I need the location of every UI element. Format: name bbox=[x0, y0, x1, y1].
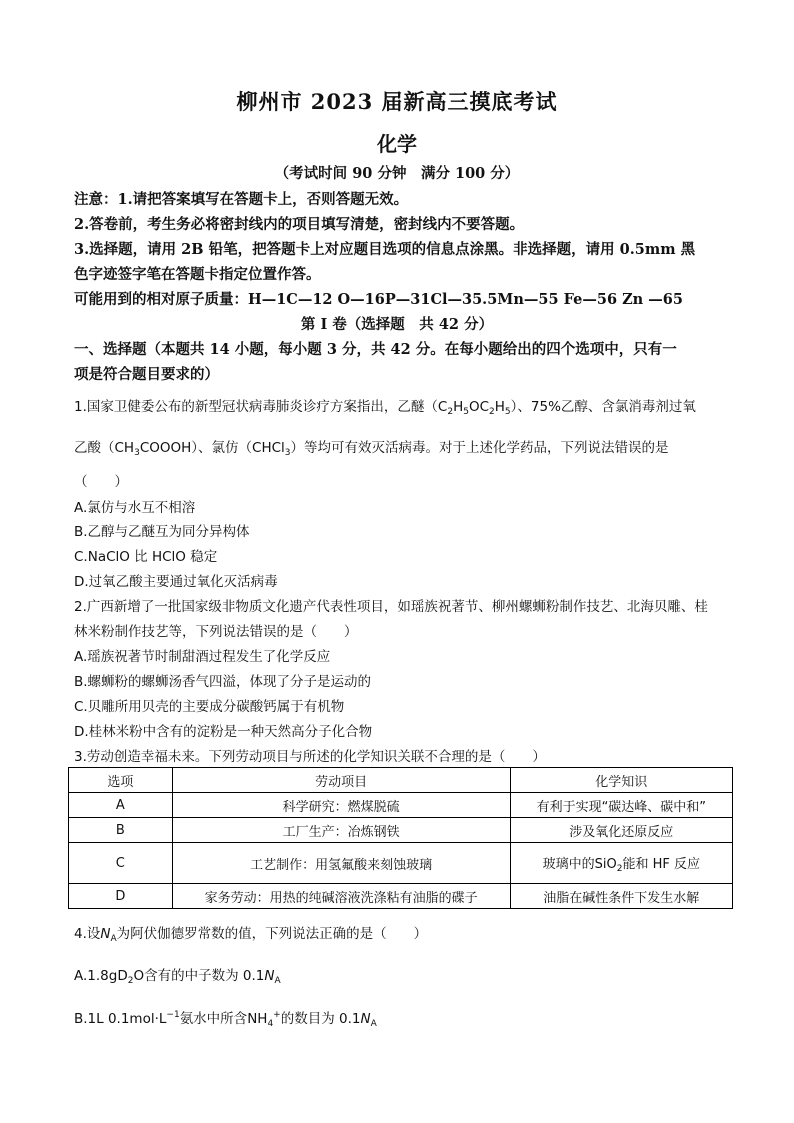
q4-option-a bbox=[74, 964, 281, 986]
table-row bbox=[69, 818, 733, 843]
q3-stem: 3.劳动创造幸福未来。下列劳动项目与所述的化学知识关联不合理的是（ ） bbox=[74, 749, 546, 765]
peracetic-acid-formula: $CH_3COOOH$ bbox=[114, 440, 192, 458]
section-heading-line-1: 一、选择题（本题共 14 小题，每小题 3 分，共 42 分。在每小题给出的四个选项中，只有一 bbox=[74, 341, 677, 358]
q4-text-b: 为阿伏伽德罗常数的值，下列说法正确的是（ ） bbox=[116, 926, 428, 942]
note-line-1: 注意：1.请把答案填写在答题卡上，否则答题无效。 bbox=[74, 191, 409, 208]
header-labor-item: 劳动项目 bbox=[172, 768, 510, 793]
row-knowledge bbox=[510, 843, 732, 884]
q1-text-d: ）、氯仿（ bbox=[191, 440, 253, 456]
subject-title: 化学 bbox=[377, 132, 417, 156]
q1-answer-paren: （ ） bbox=[74, 474, 128, 490]
section-heading-line-2: 项是符合题目要求的） bbox=[74, 366, 219, 383]
inverse-exponent: −1 bbox=[166, 1010, 180, 1020]
header-option: 选项 bbox=[69, 768, 173, 793]
q1-text-e: ）等均可有效灭活病毒。对于上述化学药品，下列说法错误的是 bbox=[290, 440, 669, 456]
row-item: 家务劳动：用热的纯碱溶液洗涤粘有油脂的碟子 bbox=[172, 884, 510, 909]
q4-a-text-b: 含有的中子数为 0.1 bbox=[144, 968, 265, 984]
note-line-3: 3.选择题，请用 2B 铅笔，把答题卡上对应题目选项的信息点涂黑。非选择题，请用 0.5mm 黑 bbox=[74, 241, 696, 258]
q1-option-a: A.氯仿与水互不相溶 bbox=[74, 500, 196, 516]
table-header-row bbox=[69, 768, 733, 793]
row-option: C bbox=[69, 843, 173, 884]
q4-b-text-c: 的数目为 0.1 bbox=[280, 1011, 361, 1027]
q1-text-a: 1.国家卫健委公布的新型冠状病毒肺炎诊疗方案指出，乙醚（ bbox=[74, 399, 438, 415]
q4-a-text-a: A.1.8g bbox=[74, 968, 118, 984]
table-row bbox=[69, 843, 733, 884]
ether-formula: $C_2H_5OC_2H_5$ bbox=[437, 399, 511, 417]
q4-text-a: 4.设 bbox=[74, 926, 101, 942]
q1-line-2 bbox=[74, 436, 669, 458]
sio2-formula: SiO$_2$ bbox=[594, 856, 623, 874]
avogadro-symbol: $N_A$ bbox=[264, 968, 281, 986]
avogadro-symbol: $N_A$ bbox=[100, 926, 117, 944]
exam-title: 柳州市 2023 届新高三摸底考试 bbox=[236, 89, 558, 114]
part-title: 第 I 卷（选择题 共 42 分） bbox=[300, 316, 494, 333]
q2-option-c: C.贝雕所用贝壳的主要成分碳酸钙属于有机物 bbox=[74, 699, 345, 715]
row-option: B bbox=[69, 818, 173, 843]
row-item: 工艺制作：用氢氟酸来刻蚀玻璃 bbox=[172, 843, 510, 884]
q2-line-1: 2.广西新增了一批国家级非物质文化遗产代表性项目，如瑶族祝著节、柳州螺蛳粉制作技艺、北海贝雕、桂 bbox=[74, 599, 708, 615]
row-item: 工厂生产：冶炼钢铁 bbox=[172, 818, 510, 843]
knowledge-text-b: 能和 HF 反应 bbox=[622, 856, 700, 872]
q2-line-2: 林米粉制作技艺等，下列说法错误的是（ ） bbox=[74, 624, 358, 640]
q2-option-b: B.螺蛳粉的螺蛳汤香气四溢，体现了分子是运动的 bbox=[74, 674, 372, 690]
q1-line-1 bbox=[74, 395, 696, 417]
q1-text-c: 乙酸（ bbox=[74, 440, 115, 456]
q2-option-d: D.桂林米粉中含有的淀粉是一种天然高分子化合物 bbox=[74, 724, 373, 740]
row-item: 科学研究：燃煤脱硫 bbox=[172, 793, 510, 818]
note-line-2: 2.答卷前，考生务必将密封线内的项目填写清楚，密封线内不要答题。 bbox=[74, 216, 525, 233]
q2-option-a: A.瑶族祝著节时制甜酒过程发生了化学反应 bbox=[74, 649, 331, 665]
q3-table bbox=[68, 767, 733, 909]
q4-b-text-b: 氨水中所含 bbox=[179, 1011, 248, 1027]
note-line-4: 色字迹签字笔在答题卡指定位置作答。 bbox=[74, 266, 321, 283]
q1-option-d: D.过氧乙酸主要通过氧化灭活病毒 bbox=[74, 574, 278, 590]
q1-option-c: C.NaClO 比 HClO 稳定 bbox=[74, 549, 218, 565]
time-info: （考试时间 90 分钟 满分 100 分） bbox=[274, 165, 520, 182]
ammonium-formula: $NH_4^+$ bbox=[247, 1010, 281, 1029]
row-option: A bbox=[69, 793, 173, 818]
q4-option-b bbox=[74, 1007, 377, 1029]
atomic-mass-line: 可能用到的相对原子质量：H—1C—12 O—16P—31Cl—35.5Mn—55 Fe—56 Zn —65 bbox=[74, 291, 683, 308]
row-knowledge: 油脂在碱性条件下发生水解 bbox=[510, 884, 732, 909]
row-knowledge: 有利于实现“碳达峰、碳中和” bbox=[510, 793, 732, 818]
chloroform-formula: CHCl$_3$ bbox=[252, 440, 291, 458]
table-row bbox=[69, 793, 733, 818]
table-row bbox=[69, 884, 733, 909]
q4-b-text-a: B.1L 0.1mol·L bbox=[74, 1011, 167, 1027]
row-option: D bbox=[69, 884, 173, 909]
q4-stem bbox=[74, 922, 427, 944]
q1-option-b: B.乙醇与乙醚互为同分异构体 bbox=[74, 524, 250, 540]
knowledge-text-a: 玻璃中的 bbox=[542, 856, 595, 872]
q1-text-b: ）、75%乙醇、含氯消毒剂过氧 bbox=[510, 399, 696, 415]
avogadro-symbol: $N_A$ bbox=[360, 1011, 377, 1029]
header-chem-knowledge: 化学知识 bbox=[510, 768, 732, 793]
row-knowledge: 涉及氧化还原反应 bbox=[510, 818, 732, 843]
d2o-formula: $D_2O$ bbox=[117, 968, 145, 986]
